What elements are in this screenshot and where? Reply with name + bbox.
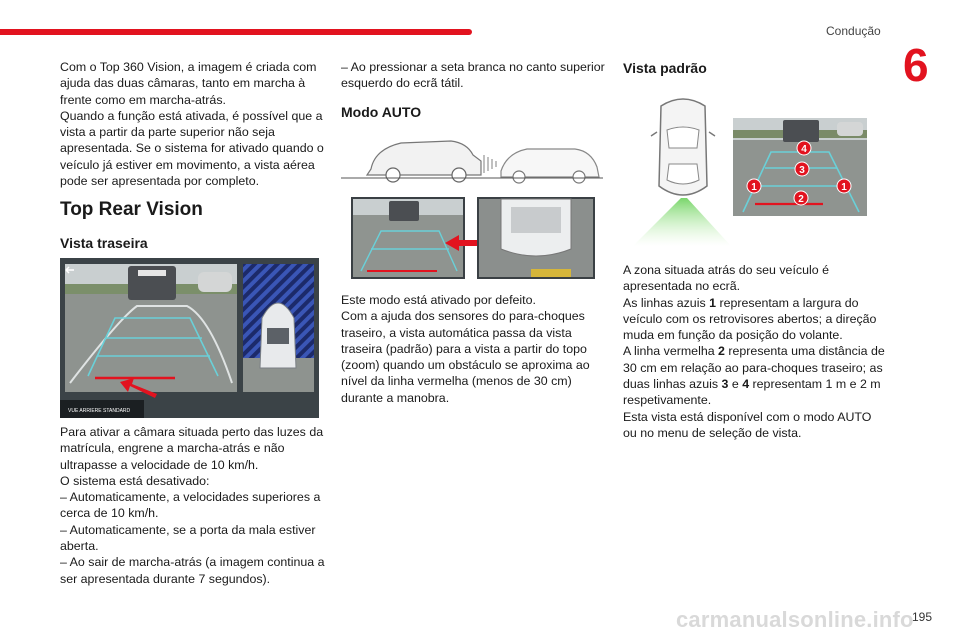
text-run: A linha vermelha (623, 344, 719, 359)
text-run: e (728, 377, 743, 392)
heading-top-rear-vision: Top Rear Vision (60, 199, 203, 220)
body-paragraph (623, 295, 888, 344)
heading-vista-padrao: Vista padrão (623, 60, 707, 76)
body-paragraph: Este modo está ativado por defeito. (341, 293, 536, 307)
chapter-number: 6 (903, 39, 929, 91)
body-paragraph (623, 343, 888, 408)
page-number: 195 (912, 610, 933, 624)
heading-modo-auto: Modo AUTO (341, 104, 422, 120)
callout-2: 2 (798, 194, 804, 205)
ref-number: 1 (709, 295, 716, 310)
intro-paragraph: Com o Top 360 Vision, a imagem é criada com ajuda das duas câmaras, tanto em marcha à frente como em marcha-atrás. (60, 60, 317, 107)
list-item: – Automaticamente, a velocidades superiores a cerca de 10 km/h. (60, 490, 321, 521)
callout-1-left: 1 (751, 182, 757, 193)
rear-camera-screen-figure (60, 258, 319, 418)
col3-body (623, 262, 888, 441)
text-run: representam 1 m e 2 m respetivamente. (623, 377, 881, 408)
callout-4: 4 (801, 144, 807, 155)
col1-intro (60, 59, 325, 189)
watermark: carmanualsonline.info (676, 607, 914, 632)
list-item: – Automaticamente, se a porta da mala estiver aberta. (60, 522, 316, 554)
chapter-color-bar (0, 29, 472, 35)
text-run: representam a largura do veículo com os retrovisores abertos; a direção muda em função da posição do volante. (623, 295, 877, 343)
body-paragraph: O sistema está desativado: (60, 473, 210, 488)
col2-body (341, 292, 606, 406)
callout-3: 3 (799, 165, 805, 176)
text-run: As linhas azuis (623, 295, 710, 310)
intro-paragraph: Quando a função está ativada, é possível que a vista a partir da parte superior não seja apresentada. Se o sistema for ativado quando o veículo já estiver em movimento, a vista aérea pode ser apresentada por completo. (60, 108, 324, 189)
body-paragraph: Esta vista está disponível com o modo AUTO ou no menu de seleção de vista. (623, 409, 872, 440)
ref-number: 2 (718, 344, 725, 359)
heading-vista-traseira: Vista traseira (60, 235, 148, 251)
body-paragraph: Para ativar a câmara situada perto das luzes da matrícula, engrene a marcha-atrás e não ultrapasse a velocidade de 10 km/h. (60, 425, 324, 472)
section-title: Condução (826, 24, 881, 38)
col1-body (60, 424, 325, 587)
col2-intro: – Ao pressionar a seta branca no canto superior esquerdo do ecrã tátil. (341, 60, 605, 91)
ref-number: 3 (721, 377, 729, 392)
body-paragraph: A zona situada atrás do seu veículo é apresentada no ecrã. (623, 263, 829, 294)
text-run: representa uma distância de 30 cm em relação ao para-choques traseiro; as duas linhas azuis (623, 344, 885, 392)
callout-1-right: 1 (841, 182, 847, 193)
standard-view-figure (623, 90, 873, 248)
screen-label: VUE ARRIERE STANDARD (68, 408, 131, 414)
list-item: – Ao sair de marcha-atrás (a imagem continua a ser apresentada durante 7 segundos). (60, 555, 325, 586)
body-paragraph: Com a ajuda dos sensores do para-choques traseiro, a vista automática passa da vista traseira (padrão) para a vista a partir do topo (zoom) quando um obstáculo se aproxima ao nível da linha vermelha (menos de 30 cm) durante a manobra. (341, 309, 590, 405)
ref-number: 4 (742, 377, 750, 392)
auto-mode-figure (341, 131, 603, 281)
